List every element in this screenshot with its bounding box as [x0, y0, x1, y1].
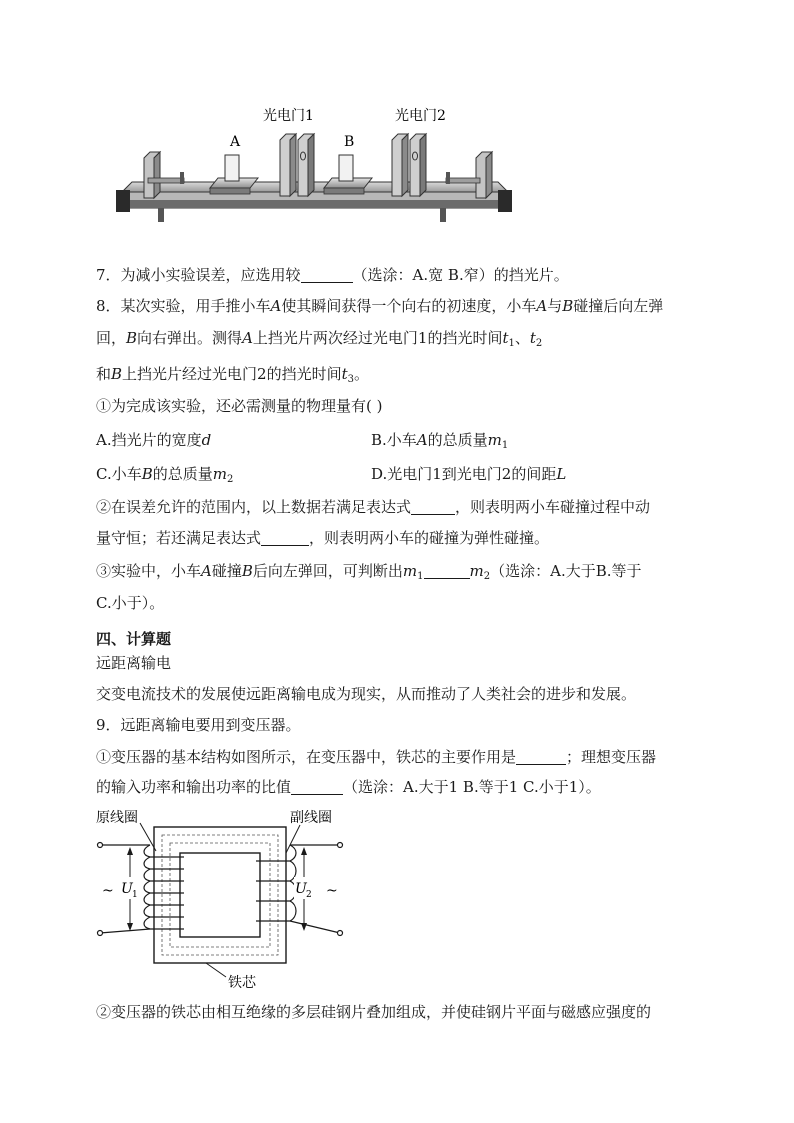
- u2-label: U: [295, 881, 307, 897]
- u1-label: U: [121, 881, 133, 897]
- question-8-sub-1: ①为完成该实验，还必需测量的物理量有( ): [96, 397, 383, 415]
- gate1-label: 光电门1: [263, 108, 314, 124]
- answer-blank-9-1a[interactable]: [516, 749, 566, 765]
- question-8-line-2: 回，B向右弹出。测得A上挡光片两次经过光电门1的挡光时间$t_1$、$t_2$: [96, 329, 543, 349]
- question-9-sub-2-line-1: ②变压器的铁芯由相互绝缘的多层硅钢片叠加组成，并使硅钢片平面与磁感应强度的: [96, 1003, 652, 1021]
- secondary-coil-label: 副线圈: [290, 810, 332, 826]
- option-d[interactable]: D.光电门1到光电门2的间距L: [371, 465, 567, 483]
- question-8-sub-2-line-2: 量守恒；若还满足表达式 ，则表明两小车的碰撞为弹性碰撞。: [96, 529, 550, 547]
- question-8-line-3: 和B上挡光片经过光电门2的挡光时间$t_3$。: [96, 365, 370, 385]
- question-8-sub-3-line-2: C.小于）。: [96, 594, 165, 612]
- u1-subscript: 1: [132, 890, 138, 900]
- u1-indicator: [102, 847, 140, 931]
- question-7: 7．为减小实验误差，应选用较 （选涂：A.宽 B.窄）的挡光片。: [96, 266, 569, 284]
- collision-track-figure: [110, 100, 520, 230]
- section-intro: 交变电流技术的发展使远距离输电成为现实，从而推动了人类社会的进步和发展。: [96, 685, 637, 703]
- u2-indicator: [294, 847, 338, 931]
- answer-blank-8-3[interactable]: [424, 563, 470, 579]
- section-subtitle: 远距离输电: [96, 654, 172, 672]
- question-9-title: 9．远距离输电要用到变压器。: [96, 716, 301, 734]
- question-8-sub-3-line-1: ③实验中，小车A碰撞B后向左弹回，可判断出$m_1$ $m_2$（选涂：A.大于B.等于: [96, 562, 642, 582]
- answer-blank-8-2a[interactable]: [411, 499, 455, 515]
- question-8-sub-2-line-1: ②在误差允许的范围内，以上数据若满足表达式 ，则表明两小车碰撞过程中动: [96, 498, 651, 516]
- gate2-label: 光电门2: [395, 108, 446, 124]
- ac-symbol-right: ~: [326, 883, 338, 899]
- cart-b-label: B: [344, 134, 355, 150]
- option-b[interactable]: B.小车A的总质量$m_1$: [371, 431, 509, 451]
- option-c[interactable]: C.小车B的总质量$m_2$: [96, 465, 234, 485]
- answer-blank-7[interactable]: [301, 267, 353, 283]
- u2-subscript: 2: [306, 890, 312, 900]
- iron-core: [154, 827, 286, 963]
- cart-a-label: A: [230, 134, 241, 150]
- ac-symbol-left: ~: [102, 883, 114, 899]
- answer-blank-9-1b[interactable]: [291, 779, 343, 795]
- question-9-sub-1-line-2: 的输入功率和输出功率的比值 （选涂：A.大于1 B.等于1 C.小于1）。: [96, 778, 601, 796]
- section-heading: 四、计算题: [96, 630, 172, 648]
- iron-core-label: 铁芯: [228, 975, 256, 991]
- transformer-figure: [90, 805, 350, 995]
- primary-coil-label: 原线圈: [96, 810, 138, 826]
- answer-blank-8-2b[interactable]: [261, 530, 309, 546]
- question-8-line-1: 8．某次实验，用手推小车A使其瞬间获得一个向右的初速度，小车A与B碰撞后向左弹: [96, 297, 664, 315]
- question-9-sub-1-line-1: ①变压器的基本结构如图所示，在变压器中，铁芯的主要作用是 ；理想变压器: [96, 748, 657, 766]
- option-a[interactable]: A.挡光片的宽度d: [96, 431, 212, 449]
